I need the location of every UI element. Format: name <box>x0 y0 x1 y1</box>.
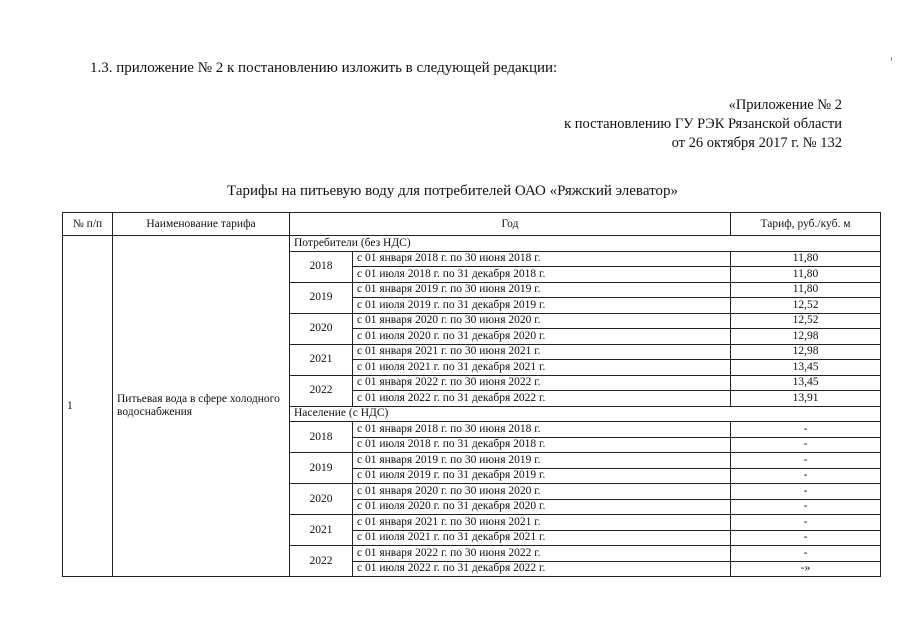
group-row <box>63 236 881 252</box>
appendix-line-1: «Приложение № 2 <box>728 97 842 113</box>
year-cell: 2018 <box>290 251 353 282</box>
period-cell: с 01 июля 2020 г. по 31 декабря 2020 г. <box>353 499 731 515</box>
year-cell: 2020 <box>290 484 353 515</box>
year-cell: 2019 <box>290 453 353 484</box>
period-cell: с 01 июля 2022 г. по 31 декабря 2022 г. <box>353 561 731 577</box>
period-cell: с 01 января 2022 г. по 30 июня 2022 г. <box>353 546 731 562</box>
table-title: Тарифы на питьевую воду для потребителей ОАО «Ряжский элеватор» <box>227 183 678 199</box>
tariff-cell: 13,45 <box>731 375 881 391</box>
tariff-cell: 13,91 <box>731 391 881 407</box>
header-year: Год <box>290 213 731 236</box>
tariff-cell: -» <box>731 561 881 577</box>
year-cell: 2020 <box>290 313 353 344</box>
year-cell: 2019 <box>290 282 353 313</box>
period-cell: с 01 января 2021 г. по 30 июня 2021 г. <box>353 515 731 531</box>
year-cell: 2022 <box>290 546 353 577</box>
tariff-cell: - <box>731 499 881 515</box>
tariff-cell: 12,98 <box>731 344 881 360</box>
period-cell: с 01 января 2022 г. по 30 июня 2022 г. <box>353 375 731 391</box>
period-cell: с 01 июля 2020 г. по 31 декабря 2020 г. <box>353 329 731 345</box>
tariff-cell: - <box>731 453 881 469</box>
table-body <box>63 236 881 577</box>
year-cell: 2022 <box>290 375 353 406</box>
year-cell: 2021 <box>290 344 353 375</box>
tariff-cell: - <box>731 437 881 453</box>
period-cell: с 01 июля 2019 г. по 31 декабря 2019 г. <box>353 298 731 314</box>
period-cell: с 01 июля 2021 г. по 31 декабря 2021 г. <box>353 530 731 546</box>
tariff-cell: 12,52 <box>731 298 881 314</box>
tariff-name: Питьевая вода в сфере холодного водоснабжения <box>113 236 290 577</box>
scan-mark <box>891 57 892 61</box>
header-num: № п/п <box>63 213 113 236</box>
year-cell: 2018 <box>290 422 353 453</box>
appendix-line-2: к постановлению ГУ РЭК Рязанской области <box>564 116 842 132</box>
tariff-cell: 12,52 <box>731 313 881 329</box>
tariff-table <box>62 212 881 577</box>
tariff-cell: - <box>731 546 881 562</box>
tariff-cell: 11,80 <box>731 267 881 283</box>
row-number: 1 <box>63 236 113 577</box>
period-cell: с 01 июля 2019 г. по 31 декабря 2019 г. <box>353 468 731 484</box>
tariff-cell: - <box>731 422 881 438</box>
period-cell: с 01 июля 2022 г. по 31 декабря 2022 г. <box>353 391 731 407</box>
tariff-cell: 12,98 <box>731 329 881 345</box>
year-cell: 2021 <box>290 515 353 546</box>
header-tariff: Тариф, руб./куб. м <box>731 213 881 236</box>
period-cell: с 01 января 2021 г. по 30 июня 2021 г. <box>353 344 731 360</box>
tariff-cell: - <box>731 468 881 484</box>
period-cell: с 01 января 2020 г. по 30 июня 2020 г. <box>353 313 731 329</box>
group-label: Население (с НДС) <box>290 406 881 422</box>
tariff-cell: - <box>731 484 881 500</box>
intro-text: 1.3. приложение № 2 к постановлению изложить в следующей редакции: <box>90 60 558 76</box>
tariff-cell: 13,45 <box>731 360 881 376</box>
period-cell: с 01 января 2018 г. по 30 июня 2018 г. <box>353 251 731 267</box>
period-cell: с 01 января 2020 г. по 30 июня 2020 г. <box>353 484 731 500</box>
group-label: Потребители (без НДС) <box>290 236 881 252</box>
period-cell: с 01 июля 2018 г. по 31 декабря 2018 г. <box>353 437 731 453</box>
period-cell: с 01 июля 2021 г. по 31 декабря 2021 г. <box>353 360 731 376</box>
tariff-cell: 11,80 <box>731 282 881 298</box>
period-cell: с 01 июля 2018 г. по 31 декабря 2018 г. <box>353 267 731 283</box>
table-header-row <box>63 213 881 236</box>
period-cell: с 01 января 2019 г. по 30 июня 2019 г. <box>353 453 731 469</box>
period-cell: с 01 января 2019 г. по 30 июня 2019 г. <box>353 282 731 298</box>
appendix-reference <box>564 96 842 153</box>
header-name: Наименование тарифа <box>113 213 290 236</box>
tariff-cell: 11,80 <box>731 251 881 267</box>
appendix-line-3: от 26 октября 2017 г. № 132 <box>671 135 842 151</box>
period-cell: с 01 января 2018 г. по 30 июня 2018 г. <box>353 422 731 438</box>
tariff-cell: - <box>731 515 881 531</box>
tariff-cell: - <box>731 530 881 546</box>
